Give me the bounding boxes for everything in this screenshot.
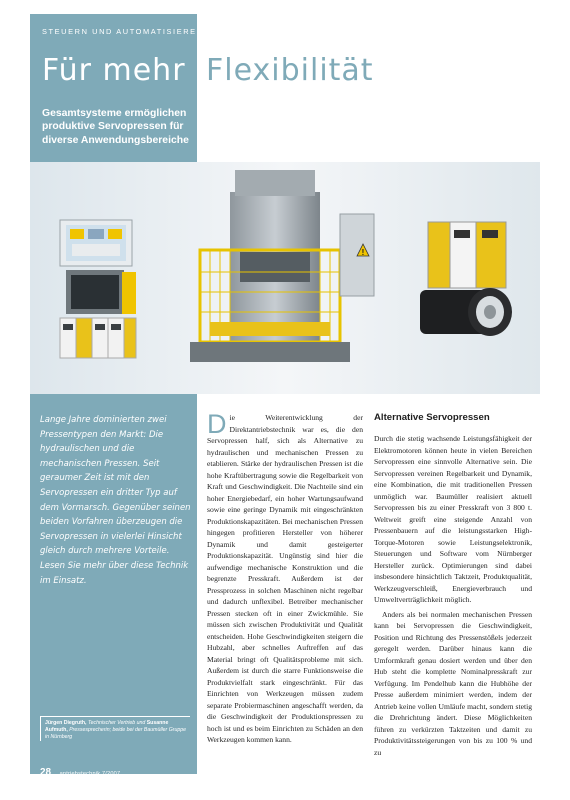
article-photo xyxy=(30,162,540,394)
section-label: STEUERN UND AUTOMATISIEREN xyxy=(42,27,204,36)
journal-name: antriebstechnik 7/2007 xyxy=(59,771,121,777)
author-1-role: Technischer Vertrieb und xyxy=(87,720,146,726)
column-2-paragraph-1: Durch die stetig wachsende Leistungsfähigkeit der Elektromotoren können heute in vielen Bereichen Servopressen eine sinnvolle Alternative sein. Die Servopressen vereinen Regelbarkeit und Dynamik, eine Kombination, die mit traditionellen Pressen unmöglich war. Baumüller realisiert aktuell Servopressen bis zu einer Presskraft von 3 800 t. Weltweit greift eine steigende Anzahl von Pressenbauern auf die leistungsstarken High-Torque-Motoren sowie Leistungselektronik, Steuerungen und Software vom Nürnberger Hersteller zurück. Optimierungen sind dabei insbesondere hinsichtlich Taktzeit, Produktqualität, Werkzeugverschleiß, Energieverbrauch und Umweltverträglichkeit möglich. xyxy=(374,434,532,604)
page-title-part1: Für mehr xyxy=(42,53,186,88)
page-title-part2: Flexibilität xyxy=(206,53,374,88)
intro-text: Lange Jahre dominierten zwei Pressentypen den Markt: Die hydraulischen und die mechanischen Pressen. Seit geraumer Zeit ist mit den Servopressen ein dritter Typ auf dem Vormarsch. Gegenüber seinen beiden Vorfahren überzeugen die Servopressen in vielerlei Hinsicht gleich durch mehrere Vorteile. Lesen Sie mehr über diese Technik im Einsatz. xyxy=(40,415,191,586)
subtitle: Gesamtsysteme ermöglichen produktive Servopressen für diverse Anwendungsbereiche xyxy=(42,108,189,146)
section-heading: Alternative Servopressen xyxy=(374,412,490,423)
servo-motor xyxy=(420,288,512,336)
author-2-role: Pressesprecherin; beide bei der Baumüller Gruppe in Nürnberg xyxy=(45,727,187,740)
author-box xyxy=(40,716,190,741)
caution-label: ! xyxy=(361,248,365,257)
page-number: 28 xyxy=(40,767,52,778)
article-column-2 xyxy=(374,412,532,758)
column-1-text: ie Weiterentwicklung der Direktantriebstechnik war es, die den Servopressen half, sich als Alternative zu hydraulischen und mechanischen Pressen zu etablieren. Stärke der hydraulischen Pressen ist die hohe Kraftübertragung sowie die Regelbarkeit von Kraft und Geschwindigkeit. Die Nachteile sind ein hoher Energiebedarf, ein hoher Wartungsaufwand sowie eine geringe Dynamik mit eingeschränkten Produktionskapazitäten. Bei mechanischen Pressen hingegen profitieren Hersteller von höherer Dynamik und damit gesteigerter Produktionskapazität. Ungünstig sind hier die aufwendige mechanische Konstruktion und die begrenzte Presskraft. Außerdem ist der Pressprozess in solchen Maschinen nicht regelbar und dadurch unflexibel. Betreiber mechanischer Pressen stecken oft in einer Zwickmühle. Sie müssen sich zwischen Produktivität und Qualität entscheiden. Hohe Geschwindigkeiten steigern die Hubzahl, aber schnelles Auftreffen auf das Material bringt oft Qualitätsprobleme mit sich. Außerdem ist durch die starre Funktionsweise die Produktvielfalt stark eingeschränkt. Für das Einrichten von Werkzeugen müssen zudem separate Probiermaschinen angeschafft werden, da die Geschwindigkeit der Produktionspressen zu hoch ist und es beim Einrichten zu Schäden an den Werkzeugen kommen kann. xyxy=(207,413,363,744)
drive-modules-right xyxy=(428,222,506,288)
drop-cap: D xyxy=(207,409,227,439)
column-2-paragraph-2: Anders als bei normalen mechanischen Pressen kann bei Servopressen die Geschwindigkeit, Position und Richtung des Pressenstößels jederzeit geregelt werden. Darüber hinaus kann die Umformkraft genau dosiert werden und über den Hub steht die komplette Nominalpresskraft zur Verfügung. Im Pendelhub kann die Hubhöhe der Presse außerdem minimiert werden, indem der Antrieb keine vollen Umläufe macht, sondern stetig die Drehrichtung ändert. Diese Möglichkeiten führen zu verkürzten Taktzeiten und damit zu Produktivitätssteigerungen von bis zu 100 % und zu xyxy=(374,609,532,757)
author-2-name: Susanne Aufmuth, xyxy=(45,720,169,733)
page-footer xyxy=(40,762,120,780)
author-1-name: Jürgen Diegruth, xyxy=(45,720,87,726)
drive-modules-left xyxy=(60,318,136,358)
industrial-pc xyxy=(66,270,136,314)
article-column-1 xyxy=(207,409,363,746)
hmi-screen xyxy=(60,220,132,266)
